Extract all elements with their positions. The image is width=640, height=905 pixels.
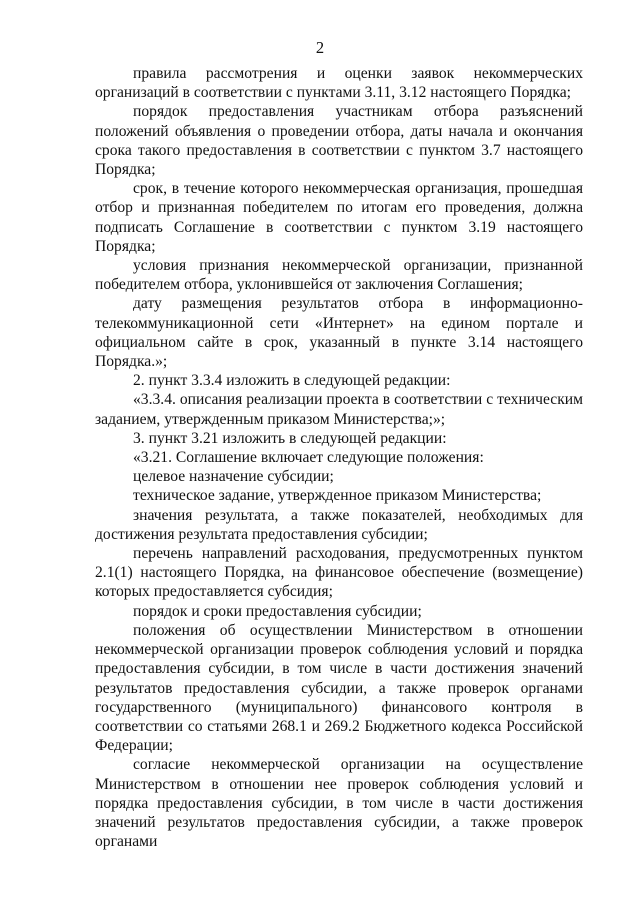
paragraph: условия признания некоммерческой организации, признанной победителем отбора, уклонившейся от заключения Соглашения; [95,257,583,294]
paragraph: значения результата, а также показателей, необходимых для достижения результата предоставления субсидии; [95,506,583,543]
paragraph: согласие некоммерческой организации на осуществление Министерством в отношении нее проверок соблюдения условий и порядка предоставления субсидии, в том числе в части достижения значений результатов предоставления субсидии, а также проверок органами [95,756,583,851]
paragraph: порядок и сроки предоставления субсидии; [133,602,422,620]
paragraph: 3. пункт 3.21 изложить в следующей редакции: [133,429,447,447]
document-body [95,64,583,851]
paragraph: положения об осуществлении Министерством в отношении некоммерческой организации проверок соблюдения условий и порядка предоставления субсидии, в том числе в части достижения значений результатов предоставления субсидии, а также проверок органами государственного (муниципального) финансового контроля в соответствии со статьями 268.1 и 269.2 Бюджетного кодекса Российской Федерации; [95,621,583,755]
page-number: 2 [315,38,325,57]
paragraph: «3.3.4. описания реализации проекта в соответствии с техническим заданием, утвержденным приказом Министерства;»; [95,391,583,428]
paragraph: целевое назначение субсидии; [133,468,334,486]
paragraph: порядок предоставления участникам отбора разъяснений положений объявления о проведении отбора, даты начала и окончания срока такого предоставления в соответствии с пунктом 3.7 настоящего Порядка; [95,103,583,179]
paragraph: дату размещения результатов отбора в информационно-телекоммуникационной сети «Интернет» на едином портале и официальном сайте в срок, указанный в пункте 3.14 настоящего Порядка.»; [95,295,583,371]
paragraph: срок, в течение которого некоммерческая организация, прошедшая отбор и признанная победителем по итогам его проведения, должна подписать Соглашение в соответствии с пунктом 3.19 настоящего Порядка; [95,180,583,255]
paragraph: «3.21. Соглашение включает следующие положения: [133,449,484,467]
paragraph: правила рассмотрения и оценки заявок некоммерческих организаций в соответствии с пунктами 3.11, 3.12 настоящего Порядка; [95,65,583,102]
paragraph: перечень направлений расходования, предусмотренных пунктом 2.1(1) настоящего Порядка, на финансовое обеспечение (возмещение) которых предоставляется субсидия; [95,545,583,601]
paragraph: техническое задание, утвержденное приказом Министерства; [133,487,542,505]
paragraph: 2. пункт 3.3.4 изложить в следующей редакции: [133,372,451,390]
